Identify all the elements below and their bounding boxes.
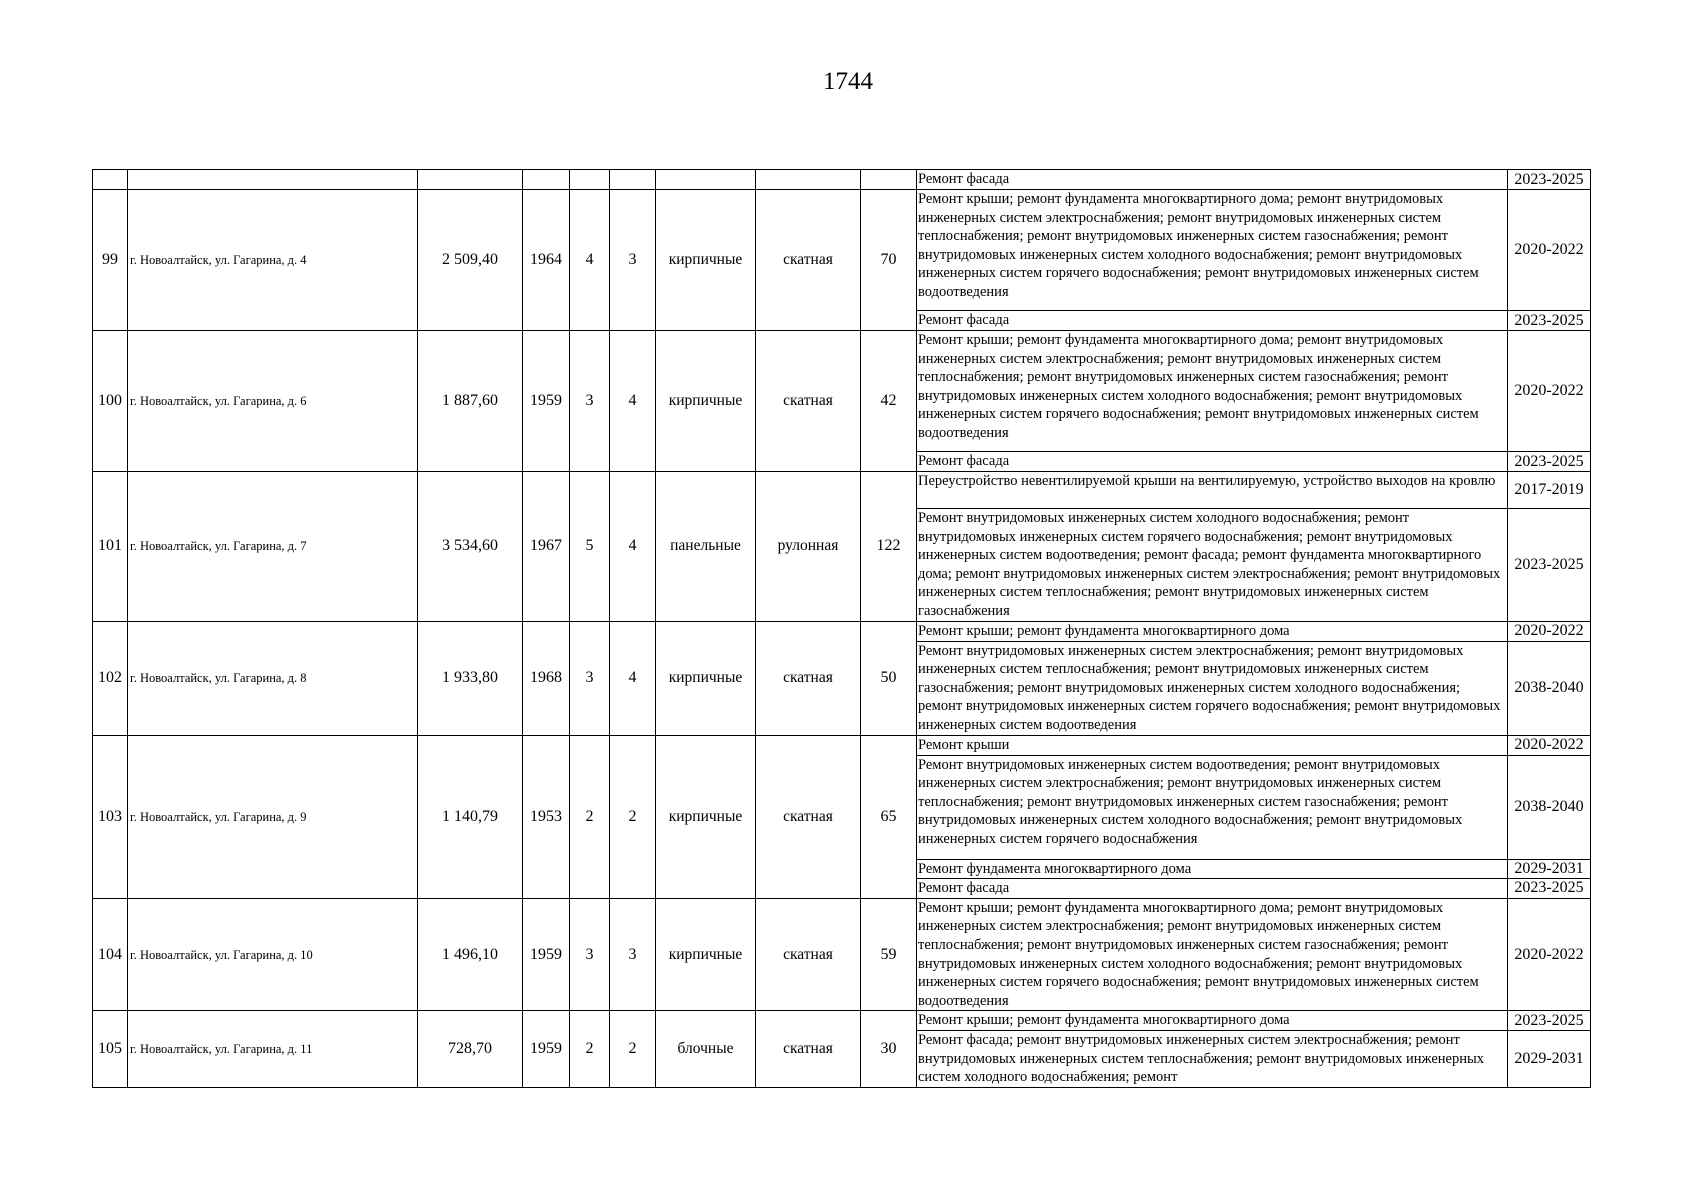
work-period: 2023-2025 (1508, 311, 1591, 331)
table-row (93, 190, 1591, 311)
roof-type: скатная (756, 898, 861, 1011)
wall-material: панельные (656, 472, 756, 622)
entrances-count: 2 (610, 1011, 656, 1088)
build-year: 1967 (523, 472, 570, 622)
table-row (93, 898, 1591, 1011)
work-description: Ремонт фасада (917, 311, 1508, 331)
build-year: 1959 (523, 1011, 570, 1088)
address: г. Новоалтайск, ул. Гагарина, д. 7 (128, 472, 418, 622)
entrances-count: 3 (610, 190, 656, 331)
work-period: 2020-2022 (1508, 190, 1591, 311)
residents-count: 122 (861, 472, 917, 622)
residents-count: 50 (861, 621, 917, 735)
table-row (93, 1011, 1591, 1031)
build-year: 1959 (523, 331, 570, 472)
entrances-count: 3 (610, 898, 656, 1011)
cell-empty (656, 170, 756, 190)
work-period: 2020-2022 (1508, 331, 1591, 452)
work-description: Ремонт внутридомовых инженерных систем водоотведения; ремонт внутридомовых инженерных систем электроснабжения; ремонт внутридомовых инженерных систем теплоснабжения; ремонт внутридомовых инженерных систем газоснабжения; ремонт внутридомовых инженерных систем холодного водоснабжения; ремонт внутридомовых инженерных систем горячего водоснабжения (917, 755, 1508, 859)
roof-type: рулонная (756, 472, 861, 622)
address: г. Новоалтайск, ул. Гагарина, д. 9 (128, 735, 418, 898)
work-period: 2023-2025 (1508, 170, 1591, 190)
floors-count: 3 (570, 898, 610, 1011)
wall-material: кирпичные (656, 190, 756, 331)
work-description: Ремонт фасада; ремонт внутридомовых инженерных систем электроснабжения; ремонт внутридомовых инженерных систем теплоснабжения; ремонт внутридомовых инженерных систем холодного водоснабжения; ремонт (917, 1031, 1508, 1088)
work-period: 2023-2025 (1508, 509, 1591, 622)
wall-material: кирпичные (656, 898, 756, 1011)
roof-type: скатная (756, 1011, 861, 1088)
floors-count: 4 (570, 190, 610, 331)
address: г. Новоалтайск, ул. Гагарина, д. 4 (128, 190, 418, 331)
cell-empty (128, 170, 418, 190)
work-description: Переустройство невентилируемой крыши на вентилируемую, устройство выходов на кровлю (917, 472, 1508, 509)
entrances-count: 4 (610, 621, 656, 735)
roof-type: скатная (756, 621, 861, 735)
build-year: 1959 (523, 898, 570, 1011)
roof-type: скатная (756, 331, 861, 472)
work-period: 2023-2025 (1508, 879, 1591, 899)
address: г. Новоалтайск, ул. Гагарина, д. 6 (128, 331, 418, 472)
cell-empty (861, 170, 917, 190)
work-description: Ремонт крыши; ремонт фундамента многоквартирного дома (917, 1011, 1508, 1031)
table-row (93, 621, 1591, 641)
work-period: 2029-2031 (1508, 859, 1591, 879)
wall-material: кирпичные (656, 735, 756, 898)
work-description: Ремонт крыши (917, 735, 1508, 755)
work-description: Ремонт крыши; ремонт фундамента многоквартирного дома; ремонт внутридомовых инженерных систем электроснабжения; ремонт внутридомовых инженерных систем теплоснабжения; ремонт внутридомовых инженерных систем газоснабжения; ремонт внутридомовых инженерных систем холодного водоснабжения; ремонт внутридомовых инженерных систем горячего водоснабжения; ремонт внутридомовых инженерных систем водоотведения (917, 898, 1508, 1011)
wall-material: кирпичные (656, 331, 756, 472)
table-row (93, 472, 1591, 509)
work-period: 2038-2040 (1508, 755, 1591, 859)
total-area: 728,70 (418, 1011, 523, 1088)
work-period: 2020-2022 (1508, 898, 1591, 1011)
residents-count: 70 (861, 190, 917, 331)
total-area: 3 534,60 (418, 472, 523, 622)
row-number: 102 (93, 621, 128, 735)
wall-material: блочные (656, 1011, 756, 1088)
build-year: 1964 (523, 190, 570, 331)
table-row (93, 735, 1591, 755)
wall-material: кирпичные (656, 621, 756, 735)
work-description: Ремонт фасада (917, 452, 1508, 472)
table-row (93, 331, 1591, 452)
floors-count: 3 (570, 621, 610, 735)
cell-empty (523, 170, 570, 190)
build-year: 1968 (523, 621, 570, 735)
work-description: Ремонт крыши; ремонт фундамента многоквартирного дома; ремонт внутридомовых инженерных систем электроснабжения; ремонт внутридомовых инженерных систем теплоснабжения; ремонт внутридомовых инженерных систем газоснабжения; ремонт внутридомовых инженерных систем холодного водоснабжения; ремонт внутридомовых инженерных систем горячего водоснабжения; ремонт внутридомовых инженерных систем водоотведения (917, 190, 1508, 311)
carryover-row (93, 170, 1591, 190)
work-period: 2029-2031 (1508, 1031, 1591, 1088)
cell-empty (418, 170, 523, 190)
work-description: Ремонт фасада (917, 170, 1508, 190)
work-description: Ремонт фундамента многоквартирного дома (917, 859, 1508, 879)
residents-count: 59 (861, 898, 917, 1011)
capital-repair-table (92, 169, 1591, 1088)
total-area: 1 933,80 (418, 621, 523, 735)
floors-count: 2 (570, 735, 610, 898)
work-period: 2017-2019 (1508, 472, 1591, 509)
row-number: 101 (93, 472, 128, 622)
work-description: Ремонт крыши; ремонт фундамента многоквартирного дома; ремонт внутридомовых инженерных систем электроснабжения; ремонт внутридомовых инженерных систем теплоснабжения; ремонт внутридомовых инженерных систем газоснабжения; ремонт внутридомовых инженерных систем холодного водоснабжения; ремонт внутридомовых инженерных систем горячего водоснабжения; ремонт внутридомовых инженерных систем водоотведения (917, 331, 1508, 452)
row-number: 105 (93, 1011, 128, 1088)
entrances-count: 4 (610, 331, 656, 472)
total-area: 1 496,10 (418, 898, 523, 1011)
work-period: 2020-2022 (1508, 621, 1591, 641)
floors-count: 3 (570, 331, 610, 472)
work-description: Ремонт крыши; ремонт фундамента многоквартирного дома (917, 621, 1508, 641)
entrances-count: 2 (610, 735, 656, 898)
work-description: Ремонт фасада (917, 879, 1508, 899)
work-period: 2023-2025 (1508, 452, 1591, 472)
cell-empty (756, 170, 861, 190)
residents-count: 42 (861, 331, 917, 472)
row-number: 99 (93, 190, 128, 331)
work-period: 2023-2025 (1508, 1011, 1591, 1031)
cell-empty (610, 170, 656, 190)
address: г. Новоалтайск, ул. Гагарина, д. 11 (128, 1011, 418, 1088)
roof-type: скатная (756, 190, 861, 331)
residents-count: 65 (861, 735, 917, 898)
address: г. Новоалтайск, ул. Гагарина, д. 8 (128, 621, 418, 735)
residents-count: 30 (861, 1011, 917, 1088)
total-area: 1 887,60 (418, 331, 523, 472)
roof-type: скатная (756, 735, 861, 898)
total-area: 1 140,79 (418, 735, 523, 898)
build-year: 1953 (523, 735, 570, 898)
total-area: 2 509,40 (418, 190, 523, 331)
entrances-count: 4 (610, 472, 656, 622)
floors-count: 2 (570, 1011, 610, 1088)
cell-empty (570, 170, 610, 190)
work-period: 2020-2022 (1508, 735, 1591, 755)
work-description: Ремонт внутридомовых инженерных систем холодного водоснабжения; ремонт внутридомовых инженерных систем горячего водоснабжения; ремонт внутридомовых инженерных систем водоотведения; ремонт фасада; ремонт фундамента многоквартирного дома; ремонт внутридомовых инженерных систем электроснабжения; ремонт внутридомовых инженерных систем теплоснабжения; ремонт внутридомовых инженерных систем газоснабжения (917, 509, 1508, 622)
work-description: Ремонт внутридомовых инженерных систем электроснабжения; ремонт внутридомовых инженерных систем теплоснабжения; ремонт внутридомовых инженерных систем газоснабжения; ремонт внутридомовых инженерных систем холодного водоснабжения; ремонт внутридомовых инженерных систем горячего водоснабжения; ремонт внутридомовых инженерных систем водоотведения (917, 641, 1508, 735)
row-number: 103 (93, 735, 128, 898)
address: г. Новоалтайск, ул. Гагарина, д. 10 (128, 898, 418, 1011)
cell-empty (93, 170, 128, 190)
row-number: 100 (93, 331, 128, 472)
row-number: 104 (93, 898, 128, 1011)
floors-count: 5 (570, 472, 610, 622)
page-number: 1744 (823, 68, 873, 95)
work-period: 2038-2040 (1508, 641, 1591, 735)
